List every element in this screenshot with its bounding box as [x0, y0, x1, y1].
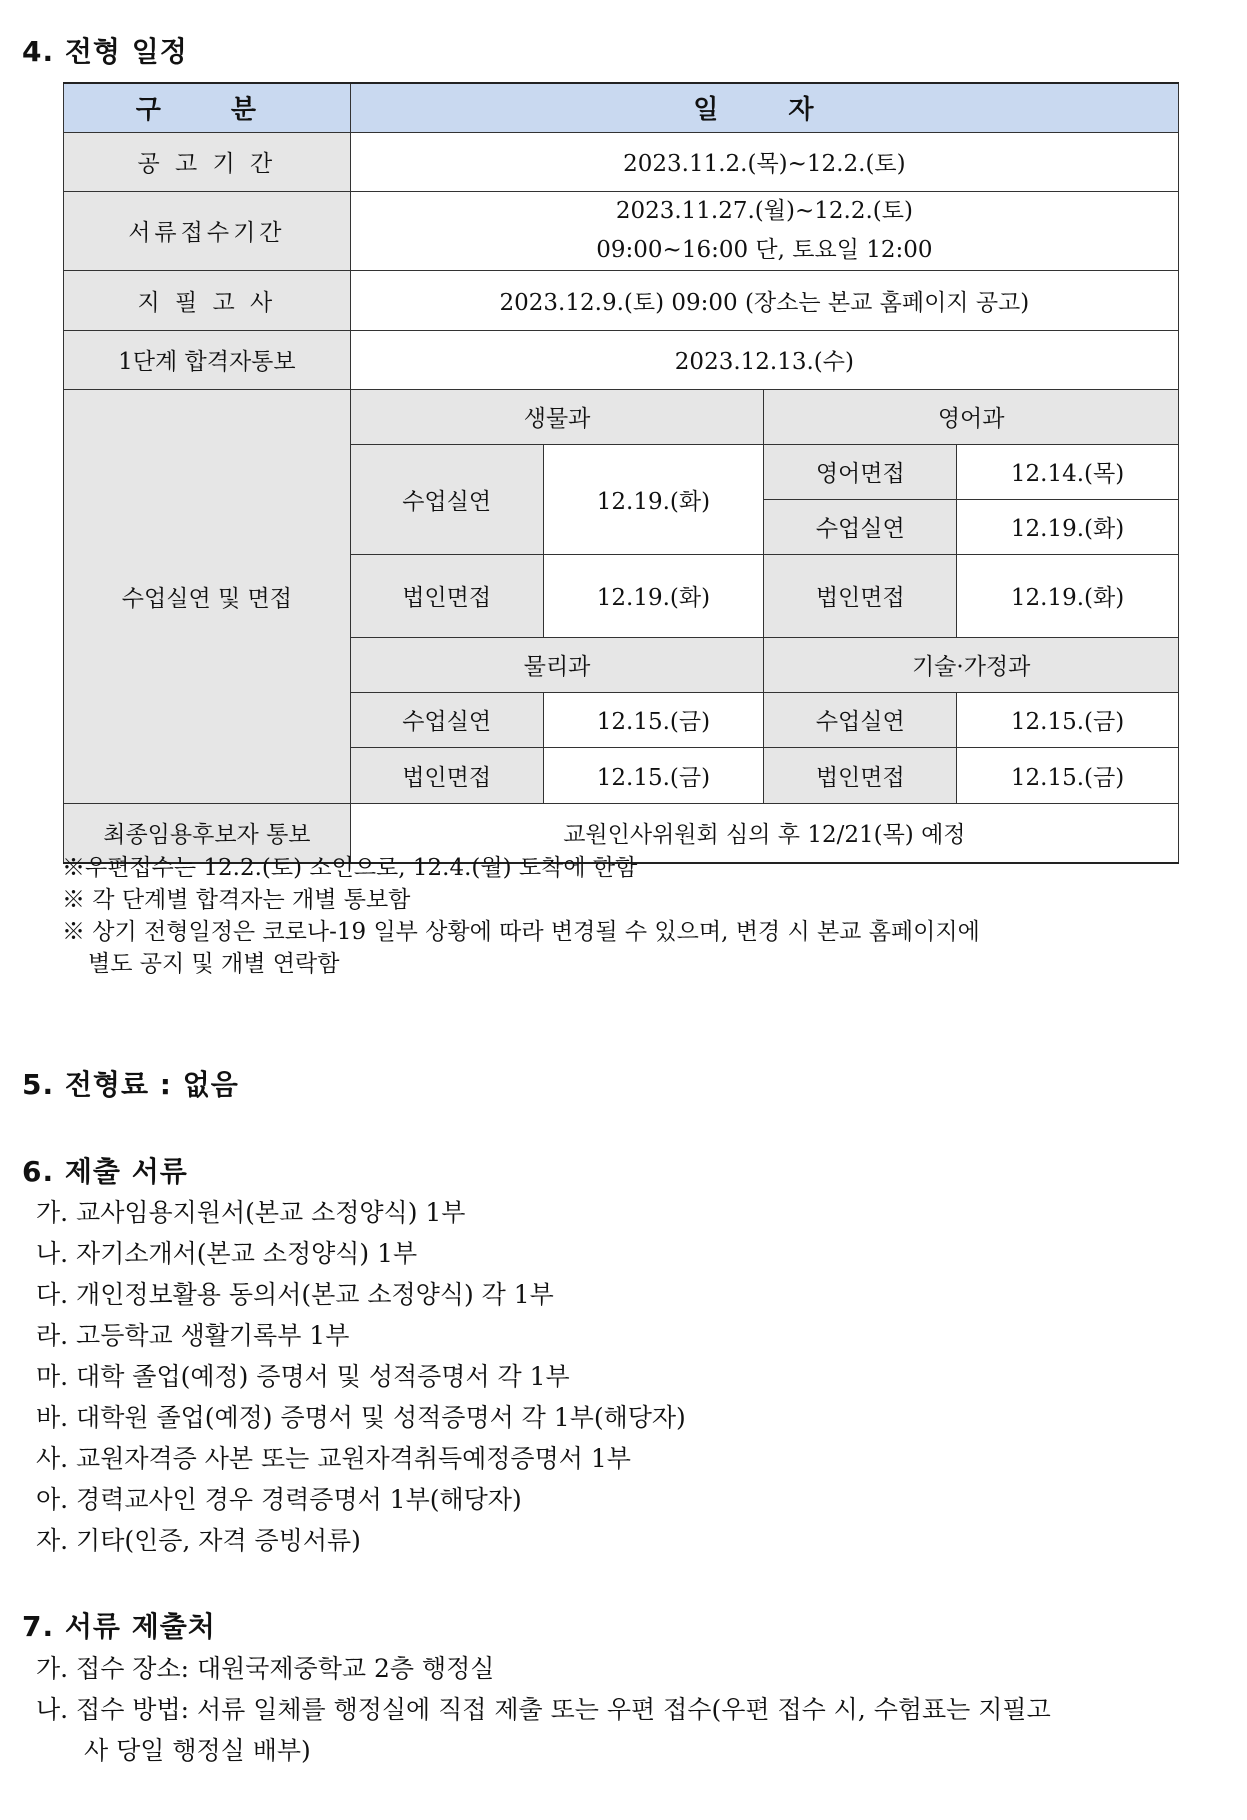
- bio-item-date: 12.19.(화): [543, 554, 764, 637]
- phy-item-date: 12.15.(금): [543, 692, 764, 747]
- note-line: ※ 상기 전형일정은 코로나-19 일부 상황에 따라 변경될 수 있으며, 변경 시 본교 홈페이지에: [62, 919, 980, 945]
- row-value-application: [350, 191, 1178, 270]
- list-item: 나. 자기소개서(본교 소정양식) 1부: [36, 1239, 418, 1268]
- section-6-title: 6. 제출 서류: [22, 1155, 188, 1188]
- list-item: 사. 교원자격증 사본 또는 교원자격취득예정증명서 1부: [36, 1444, 631, 1473]
- dept-english: 영어과: [764, 389, 1179, 444]
- eng-item-label: 법인면접: [764, 554, 957, 637]
- row-label-announce: 공 고 기 간: [64, 132, 351, 191]
- row-label-interview: 수업실연 및 면접: [64, 389, 351, 803]
- table-row: [64, 330, 1179, 389]
- list-item: 가. 교사임용지원서(본교 소정양식) 1부: [36, 1198, 466, 1227]
- list-item: 사 당일 행정실 배부): [84, 1736, 311, 1765]
- list-item: 라. 고등학교 생활기록부 1부: [36, 1321, 350, 1350]
- schedule-table: [63, 82, 1179, 864]
- row-label-final: 최종임용후보자 통보: [64, 803, 351, 863]
- tech-item-label: 수업실연: [764, 692, 957, 747]
- row-value-announce: 2023.11.2.(목)~12.2.(토): [350, 132, 1178, 191]
- row-label-stage1: 1단계 합격자통보: [64, 330, 351, 389]
- table-row: [64, 270, 1179, 330]
- application-period: 2023.11.27.(월)~12.2.(토): [615, 197, 913, 224]
- tech-item-label: 법인면접: [764, 747, 957, 803]
- section-5-title: 5. 전형료 : 없음: [22, 1068, 239, 1101]
- phy-item-label: 법인면접: [350, 747, 543, 803]
- bio-item-date: 12.19.(화): [543, 444, 764, 554]
- row-value-written-exam: 2023.12.9.(토) 09:00 (장소는 본교 홈페이지 공고): [350, 270, 1178, 330]
- header-category: 구 분: [64, 83, 351, 132]
- dept-tech: 기술·가정과: [764, 637, 1179, 692]
- table-header-row: [64, 83, 1179, 132]
- eng-item-label: 영어면접: [764, 444, 957, 499]
- section-7-title: 7. 서류 제출처: [22, 1610, 216, 1643]
- header-date: 일 자: [350, 83, 1178, 132]
- row-value-final: 교원인사위원회 심의 후 12/21(목) 예정: [350, 803, 1178, 863]
- schedule-notes: [62, 852, 980, 980]
- note-line: 별도 공지 및 개별 연락함: [88, 951, 340, 977]
- list-item: 자. 기타(인증, 자격 증빙서류): [36, 1526, 361, 1555]
- table-row: [64, 191, 1179, 270]
- tech-item-date: 12.15.(금): [957, 747, 1179, 803]
- tech-item-date: 12.15.(금): [957, 692, 1179, 747]
- dept-physics: 물리과: [350, 637, 764, 692]
- document-list: [36, 1192, 686, 1561]
- row-label-application: 서류접수기간: [64, 191, 351, 270]
- list-item: 가. 접수 장소: 대원국제중학교 2층 행정실: [36, 1654, 495, 1683]
- application-hours: 09:00~16:00 단, 토요일 12:00: [596, 236, 933, 263]
- list-item: 다. 개인정보활용 동의서(본교 소정양식) 각 1부: [36, 1280, 554, 1309]
- eng-item-date: 12.14.(목): [957, 444, 1179, 499]
- eng-item-label: 수업실연: [764, 499, 957, 554]
- list-item: 바. 대학원 졸업(예정) 증명서 및 성적증명서 각 1부(해당자): [36, 1403, 686, 1432]
- row-label-written-exam: 지 필 고 사: [64, 270, 351, 330]
- bio-item-label: 수업실연: [350, 444, 543, 554]
- list-item: 아. 경력교사인 경우 경력증명서 1부(해당자): [36, 1485, 522, 1514]
- phy-item-label: 수업실연: [350, 692, 543, 747]
- phy-item-date: 12.15.(금): [543, 747, 764, 803]
- list-item: 마. 대학 졸업(예정) 증명서 및 성적증명서 각 1부: [36, 1362, 570, 1391]
- bio-item-label: 법인면접: [350, 554, 543, 637]
- table-row: [64, 389, 1179, 444]
- section-4-title: 4. 전형 일정: [22, 35, 188, 68]
- list-item: 나. 접수 방법: 서류 일체를 행정실에 직접 제출 또는 우편 접수(우편 접수 시, 수험표는 지필고: [36, 1695, 1051, 1724]
- row-value-stage1: 2023.12.13.(수): [350, 330, 1178, 389]
- table-row: [64, 132, 1179, 191]
- dept-biology: 생물과: [350, 389, 764, 444]
- note-line: ※우편접수는 12.2.(토) 소인으로, 12.4.(월) 도착에 한함: [62, 855, 638, 881]
- eng-item-date: 12.19.(화): [957, 554, 1179, 637]
- note-line: ※ 각 단계별 합격자는 개별 통보함: [62, 887, 411, 913]
- eng-item-date: 12.19.(화): [957, 499, 1179, 554]
- submission-list: [36, 1648, 1051, 1771]
